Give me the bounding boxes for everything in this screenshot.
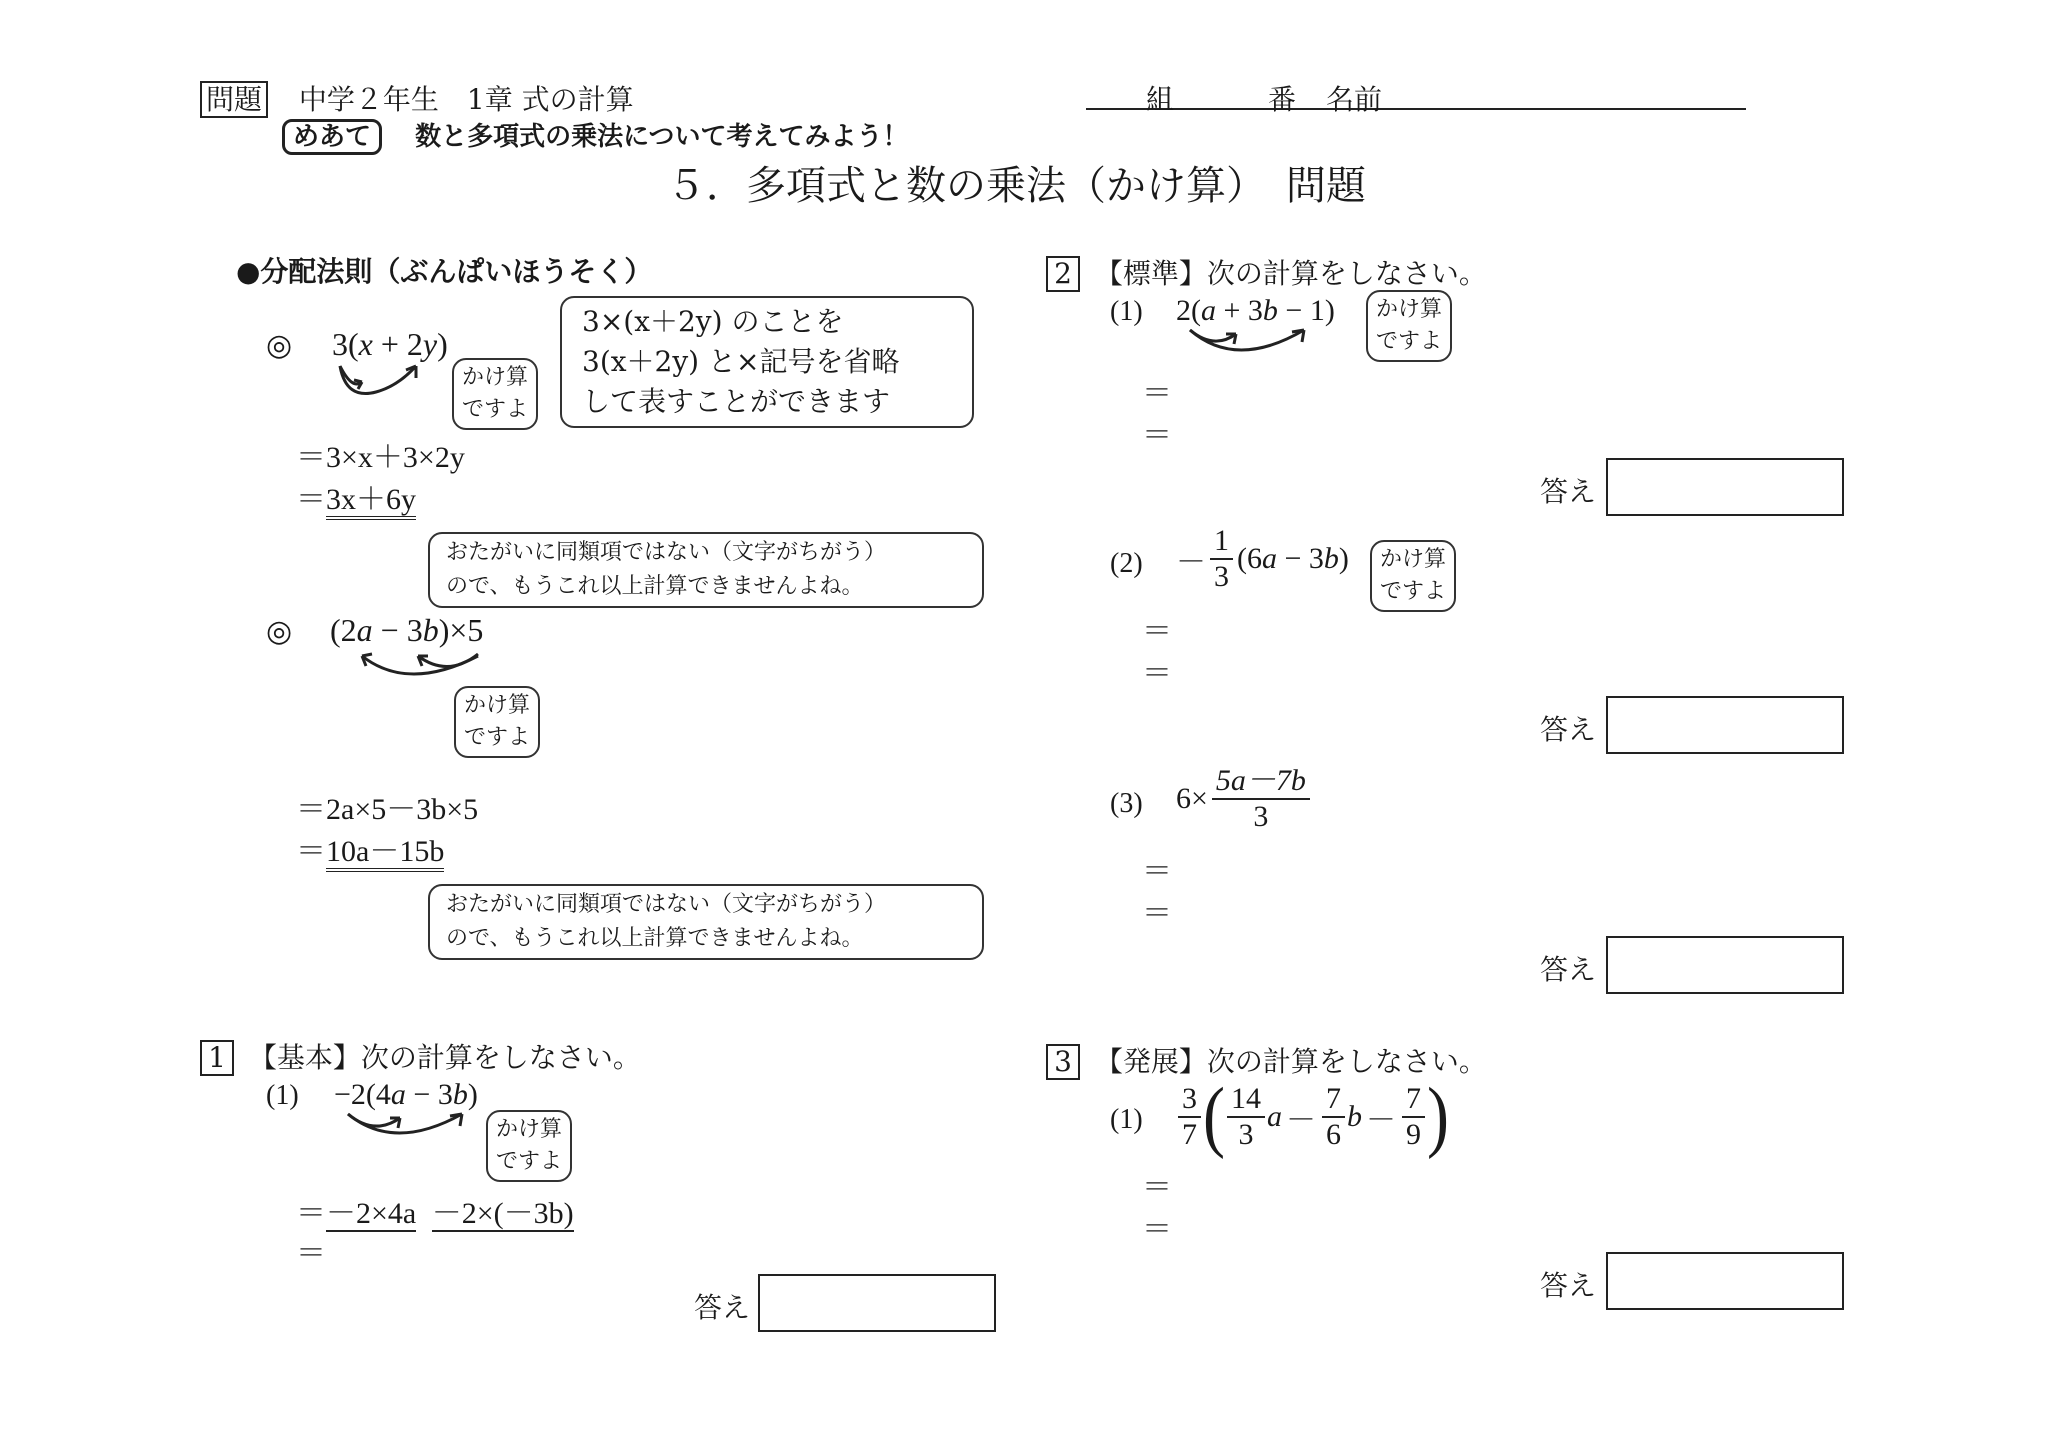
note-line: おたがいに同類項ではない（文字がちがう） [446,540,887,565]
note-line: 3(x＋2y) と×記号を省略 [582,345,900,378]
kake-line: かけ算 [1380,547,1447,572]
q3-heading [1046,1040,1487,1080]
kake-line: かけ算 [496,1117,563,1142]
answer-label: 答え [1540,1269,1597,1302]
numerator: 3 [1178,1082,1201,1118]
q1-answer-box[interactable] [758,1274,996,1332]
omit-note-bubble [560,296,974,428]
denominator: 6 [1325,1118,1341,1151]
page-title: ５．多項式と数の乗法（かけ算） 問題 [666,163,1366,209]
q1-step2: ＝ [296,1237,326,1270]
kake-line: かけ算 [464,693,531,718]
q2-1-label: (1) [1110,296,1143,327]
kake-line: ですよ [496,1149,563,1174]
answer-label: 答え [1540,475,1597,508]
answer-label: 答え [1540,713,1597,746]
q3-1-label: (1) [1110,1104,1143,1135]
q2-3-step1: ＝ [1142,855,1172,888]
kakezan-bubble [452,358,538,430]
ex1-expression: 3(x + 2y) [332,326,448,362]
denominator: 7 [1182,1118,1197,1151]
q2-2-expression [1176,524,1349,594]
meate-label: めあて [282,119,382,155]
numerator: 7 [1402,1082,1425,1118]
kake-line: ですよ [1380,579,1447,604]
q3-number: 3 [1046,1044,1080,1080]
denominator: 3 [1253,800,1269,833]
q2-heading [1046,252,1487,292]
course-label: 中学２年生 1章 式の計算 [298,83,634,116]
minus-sign: － [1176,546,1206,579]
kakezan-bubble [454,686,540,758]
note-line: して表すことができます [582,385,891,418]
q3-title: 【発展】次の計算をしなさい。 [1094,1045,1487,1078]
q3-1-answer-box[interactable] [1606,1252,1844,1310]
fraction [1227,1082,1265,1152]
mondai-label: 問題 [200,81,268,118]
q1-expression: −2(4a − 3b) [334,1078,478,1111]
numerator: 14 [1227,1082,1265,1118]
q2-3-label: (3) [1110,788,1143,819]
kake-line: ですよ [462,397,529,422]
denominator: 3 [1214,560,1229,593]
eq-sign: ＝ [296,835,326,868]
numerator: 5a－7b [1212,764,1310,800]
ex1-mark: ◎ [266,328,293,363]
denominator: 9 [1405,1118,1421,1151]
q2-1-arrow [1186,326,1316,366]
q1-item-label: (1) [266,1080,299,1111]
q2-2-label: (2) [1110,548,1143,579]
minus-sign: － [1285,1104,1316,1137]
q2-3-answer-box[interactable] [1606,936,1844,994]
kakezan-bubble [486,1110,572,1182]
q3-1-expression [1176,1072,1449,1161]
prefix: 6× [1176,782,1208,815]
q1-term-b: －2×(－3b) [431,1197,574,1230]
header-line [200,78,634,118]
ex2-answer: 10a－15b [326,835,444,872]
fraction [1210,524,1233,594]
q2-1-step1: ＝ [1142,377,1172,410]
variable-a: a [1266,1100,1282,1133]
minus-sign: － [1365,1104,1396,1137]
q3-1-step2: ＝ [1142,1213,1172,1246]
note-line: ので、もうこれ以上計算できませんよね。 [446,574,864,599]
q2-2-paren: (6a − 3b) [1237,542,1349,575]
ex2-step2 [296,826,444,870]
ex2-expression: (2a − 3b)×5 [330,612,484,648]
not-like-terms-note-2 [428,884,984,960]
meate-text: 数と多項式の乗法について考えてみよう！ [415,122,909,152]
note-line: ので、もうこれ以上計算できませんよね。 [446,926,864,951]
ex2-arrow [358,648,498,688]
q3-1-step1: ＝ [1142,1171,1172,1204]
q1-arrow [344,1110,474,1150]
eq-sign: ＝ [296,1197,326,1230]
note-line: おたがいに同類項ではない（文字がちがう） [446,892,887,917]
kake-line: かけ算 [1376,297,1443,322]
q2-2-answer-box[interactable] [1606,696,1844,754]
namae-label: 名前 [1326,83,1383,116]
law-heading: ●分配法則（ぶんぱいほうそく） [236,255,653,288]
not-like-terms-note-1 [428,532,984,608]
ban-label: 番 [1268,83,1297,116]
q1-term-a: －2×4a [326,1197,417,1230]
q2-title: 【標準】次の計算をしなさい。 [1094,257,1487,290]
q1-step1 [296,1188,574,1232]
right-paren: ) [1426,1072,1449,1161]
ex1-arrow [336,362,426,402]
q2-2-step1: ＝ [1142,615,1172,648]
q1-heading [200,1036,641,1076]
kumi-label: 組 [1146,83,1175,116]
eq-sign: ＝ [296,483,326,516]
fraction [1178,1082,1201,1152]
q1-title: 【基本】次の計算をしなさい。 [248,1041,641,1074]
q1-number: 1 [200,1040,234,1076]
q2-3-step2: ＝ [1142,897,1172,930]
answer-label: 答え [1540,953,1597,986]
ex2-mark: ◎ [266,614,293,649]
variable-b: b [1346,1100,1362,1133]
ex1-step2 [296,474,416,518]
kake-line: ですよ [464,725,531,750]
kake-line: ですよ [1376,329,1443,354]
ex2-step1: ＝2a×5－3b×5 [296,793,479,826]
meate-row [282,116,909,153]
note-line: 3×(x＋2y) のことを [582,305,844,338]
q2-3-expression [1176,764,1314,834]
answer-label: 答え [694,1291,751,1324]
q2-2-step2: ＝ [1142,657,1172,690]
q2-1-step2: ＝ [1142,419,1172,452]
ex1-step1: ＝3×x＋3×2y [296,441,465,474]
q2-1-answer-box[interactable] [1606,458,1844,516]
q2-number: 2 [1046,256,1080,292]
fraction [1322,1082,1345,1152]
kake-line: かけ算 [462,365,529,390]
numerator: 7 [1322,1082,1345,1118]
numerator: 1 [1210,524,1233,560]
denominator: 3 [1238,1118,1254,1151]
q2-1-expression: 2(a + 3b − 1) [1176,294,1335,327]
kakezan-bubble [1370,540,1456,612]
ex1-answer: 3x＋6y [326,483,416,520]
name-field[interactable] [1086,78,1746,116]
left-paren: ( [1203,1072,1225,1161]
kakezan-bubble [1366,290,1452,362]
fraction [1402,1082,1425,1152]
fraction [1212,764,1310,834]
